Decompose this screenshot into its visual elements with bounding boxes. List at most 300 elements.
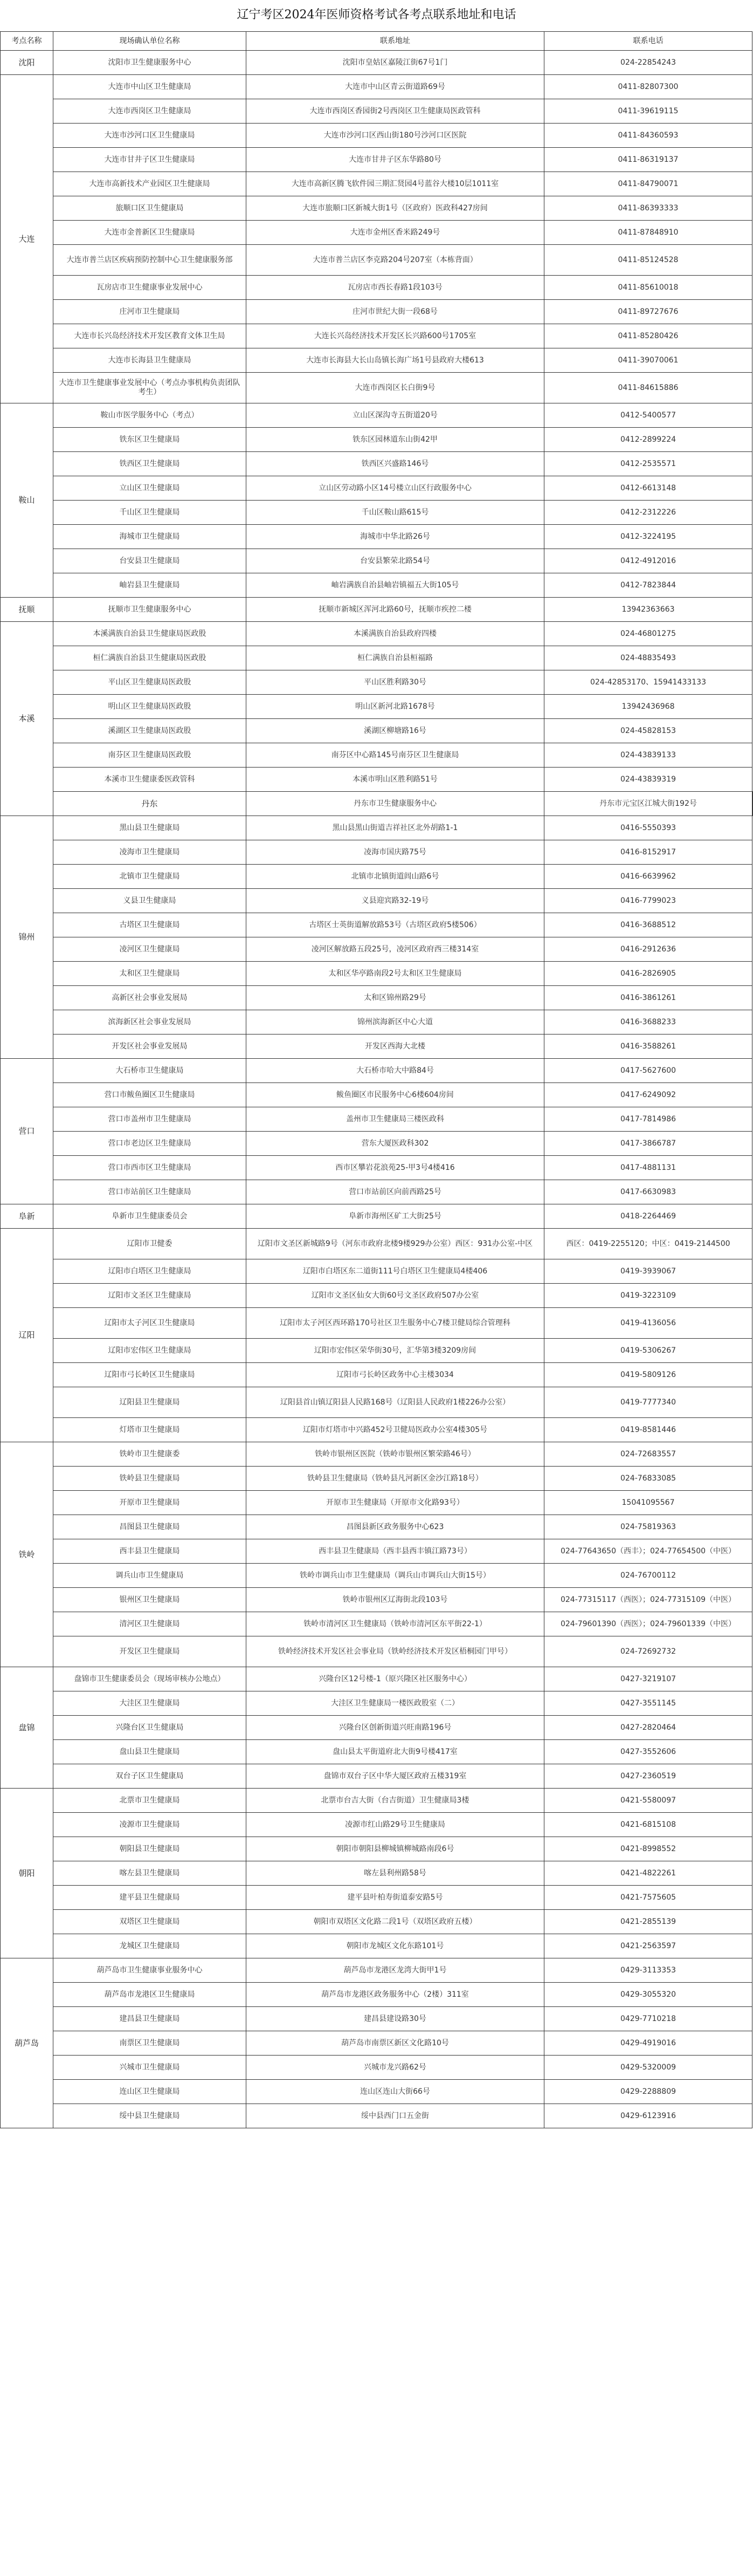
address-cell: 沈阳市皇姑区嘉陵江街67号1门 bbox=[246, 51, 544, 75]
unit-cell: 兴城市卫生健康局 bbox=[53, 2056, 246, 2080]
unit-cell: 沈阳市卫生健康服务中心 bbox=[53, 51, 246, 75]
unit-cell: 阜新市卫生健康委员会 bbox=[53, 1204, 246, 1229]
unit-cell: 义县卫生健康局 bbox=[53, 889, 246, 913]
address-cell: 铁岭市银州区医院（铁岭市银州区繁荣路46号） bbox=[246, 1442, 544, 1467]
table-row bbox=[1, 573, 753, 598]
unit-cell: 平山区卫生健康局医政股 bbox=[53, 670, 246, 695]
address-cell: 抚顺市新城区浑河北路60号，抚顺市疾控二楼 bbox=[246, 598, 544, 622]
address-cell: 绥中县西门口五金街 bbox=[246, 2104, 544, 2128]
table-row bbox=[1, 196, 753, 221]
table-row bbox=[1, 1284, 753, 1308]
unit-cell: 开发区社会事业发展局 bbox=[53, 1034, 246, 1059]
table-row bbox=[1, 2056, 753, 2080]
phone-cell: 024-72692732 bbox=[544, 1636, 752, 1667]
phone-cell: 13942436968 bbox=[544, 695, 752, 719]
address-cell: 大连市西岗区香园街2号西岗区卫生健康局医政管科 bbox=[246, 99, 544, 124]
phone-cell: 13942363663 bbox=[544, 598, 752, 622]
address-cell: 庄河市世纪大街一段68号 bbox=[246, 300, 544, 324]
phone-cell: 024-79601390（西医）；024-79601339（中医） bbox=[544, 1612, 752, 1636]
table-row bbox=[1, 937, 753, 962]
phone-cell: 0416-8152917 bbox=[544, 840, 752, 865]
address-cell: 兴城市龙兴路62号 bbox=[246, 2056, 544, 2080]
table-row bbox=[1, 99, 753, 124]
phone-cell: 0419-3223109 bbox=[544, 1284, 752, 1308]
phone-cell: 0412-4912016 bbox=[544, 549, 752, 573]
table-row bbox=[1, 1034, 753, 1059]
address-cell: 辽阳市文圣区新城路9号（河东市政府北楼9楼929办公室）西区：931办公室-中区 bbox=[246, 1229, 544, 1259]
unit-cell: 银州区卫生健康局 bbox=[53, 1588, 246, 1612]
unit-cell: 双台子区卫生健康局 bbox=[53, 1764, 246, 1789]
table-row bbox=[1, 403, 753, 428]
table-row bbox=[1, 719, 753, 743]
address-cell: 太和区华亭路南段2号太和区卫生健康局 bbox=[246, 962, 544, 986]
page-title: 辽宁考区2024年医师资格考试各考点联系地址和电话 bbox=[237, 8, 516, 22]
phone-cell: 0411-86393333 bbox=[544, 196, 752, 221]
phone-cell: 0411-87848910 bbox=[544, 221, 752, 245]
phone-cell: 0417-7814986 bbox=[544, 1107, 752, 1132]
unit-cell: 海城市卫生健康局 bbox=[53, 525, 246, 549]
table-row bbox=[1, 2007, 753, 2031]
address-cell: 北票市台吉大街（台吉街道）卫生健康局3楼 bbox=[246, 1789, 544, 1813]
address-cell: 连山区连山大街66号 bbox=[246, 2080, 544, 2104]
phone-cell: 0421-6815108 bbox=[544, 1813, 752, 1837]
address-cell: 大连长兴岛经济技术开发区长兴路600号1705室 bbox=[246, 324, 544, 348]
table-row bbox=[1, 1515, 753, 1539]
table-row bbox=[1, 1636, 753, 1667]
phone-cell: 0411-84615886 bbox=[544, 373, 752, 403]
table-row bbox=[1, 1107, 753, 1132]
unit-cell: 连山区卫生健康局 bbox=[53, 2080, 246, 2104]
phone-cell: 0417-6630983 bbox=[544, 1180, 752, 1204]
address-cell: 大连市普兰店区李克路204号207室（本栋背面） bbox=[246, 245, 544, 276]
table-row bbox=[1, 300, 753, 324]
address-cell: 岫岩满族自治县岫岩镇福五大街105号 bbox=[246, 573, 544, 598]
phone-cell: 0412-6613148 bbox=[544, 476, 752, 501]
table-row bbox=[1, 1010, 753, 1034]
unit-cell: 大石桥市卫生健康局 bbox=[53, 1059, 246, 1083]
unit-cell: 立山区卫生健康局 bbox=[53, 476, 246, 501]
phone-cell: 024-75819363 bbox=[544, 1515, 752, 1539]
address-cell: 辽阳县首山镇辽阳县人民路168号（辽阳县人民政府1楼226办公室） bbox=[246, 1387, 544, 1418]
phone-cell: 0419-5306267 bbox=[544, 1339, 752, 1363]
unit-cell: 清河区卫生健康局 bbox=[53, 1612, 246, 1636]
unit-cell: 辽阳市文圣区卫生健康局 bbox=[53, 1284, 246, 1308]
table-row bbox=[1, 743, 753, 768]
unit-cell: 大连市金普新区卫生健康局 bbox=[53, 221, 246, 245]
address-cell: 南芬区中心路145号南芬区卫生健康局 bbox=[246, 743, 544, 768]
unit-cell: 辽阳市太子河区卫生健康局 bbox=[53, 1308, 246, 1339]
phone-cell: 0412-2535571 bbox=[544, 452, 752, 476]
table-row bbox=[1, 1983, 753, 2007]
phone-cell: 024-48835493 bbox=[544, 646, 752, 670]
address-cell: 本溪市明山区胜利路51号 bbox=[246, 768, 544, 792]
unit-cell: 灯塔市卫生健康局 bbox=[53, 1418, 246, 1442]
table-row bbox=[1, 452, 753, 476]
unit-cell: 南芬区卫生健康局医政股 bbox=[53, 743, 246, 768]
phone-cell: 0412-2899224 bbox=[544, 428, 752, 452]
table-row bbox=[1, 1339, 753, 1363]
table-row bbox=[1, 1588, 753, 1612]
unit-cell: 建昌县卫生健康局 bbox=[53, 2007, 246, 2031]
unit-cell: 辽阳市弓长岭区卫生健康局 bbox=[53, 1363, 246, 1387]
table-row bbox=[1, 1083, 753, 1107]
unit-cell: 营口市盖州市卫生健康局 bbox=[53, 1107, 246, 1132]
phone-cell: 0411-89727676 bbox=[544, 300, 752, 324]
phone-cell: 0411-39619115 bbox=[544, 99, 752, 124]
phone-cell: 0419-4136056 bbox=[544, 1308, 752, 1339]
phone-cell: 0416-7799023 bbox=[544, 889, 752, 913]
table-row bbox=[1, 1813, 753, 1837]
phone-cell: 0421-2855139 bbox=[544, 1910, 752, 1934]
table-body bbox=[1, 51, 753, 2128]
unit-cell: 辽阳县卫生健康局 bbox=[53, 1387, 246, 1418]
region-cell: 葫芦岛 bbox=[1, 1958, 53, 2128]
phone-cell: 0411-85610018 bbox=[544, 276, 752, 300]
phone-cell: 0412-3224195 bbox=[544, 525, 752, 549]
address-cell: 辽阳市白塔区东二道街111号白塔区卫生健康局4楼406 bbox=[246, 1259, 544, 1284]
phone-cell: 0412-7823844 bbox=[544, 573, 752, 598]
header-address: 联系地址 bbox=[246, 32, 544, 51]
unit-cell: 营口市站前区卫生健康局 bbox=[53, 1180, 246, 1204]
address-cell: 平山区胜利路30号 bbox=[246, 670, 544, 695]
address-cell: 铁岭市调兵山市卫生健康局（调兵山市调兵山大街15号） bbox=[246, 1564, 544, 1588]
address-cell: 阜新市海州区矿工大街25号 bbox=[246, 1204, 544, 1229]
unit-cell: 黑山县卫生健康局 bbox=[53, 816, 246, 840]
phone-cell: 0427-2820464 bbox=[544, 1716, 752, 1740]
table-row bbox=[1, 276, 753, 300]
region-cell: 沈阳 bbox=[1, 51, 53, 75]
address-cell: 大洼区卫生健康局一楼医政股室（二） bbox=[246, 1691, 544, 1716]
table-row bbox=[1, 1467, 753, 1491]
phone-cell: 024-43839133 bbox=[544, 743, 752, 768]
unit-cell: 西丰县卫生健康局 bbox=[53, 1539, 246, 1564]
phone-cell: 024-22854243 bbox=[544, 51, 752, 75]
address-cell: 辽阳市太子河区西环路170号社区卫生服务中心7楼卫健局综合管理科 bbox=[246, 1308, 544, 1339]
table-row bbox=[1, 1716, 753, 1740]
address-cell: 大连市沙河口区西山街180号沙河口区医院 bbox=[246, 124, 544, 148]
table-row bbox=[1, 1418, 753, 1442]
phone-cell: 0411-85124528 bbox=[544, 245, 752, 276]
phone-cell: 0411-86319137 bbox=[544, 148, 752, 172]
table-row bbox=[1, 1491, 753, 1515]
unit-cell: 铁岭市卫生健康委 bbox=[53, 1442, 246, 1467]
address-cell: 开发区西海大北楼 bbox=[246, 1034, 544, 1059]
table-row bbox=[1, 1180, 753, 1204]
address-cell: 兴隆台区12号楼-1（原兴隆区社区服务中心） bbox=[246, 1667, 544, 1691]
unit-cell: 营口市鲅鱼圈区卫生健康局 bbox=[53, 1083, 246, 1107]
unit-cell: 朝阳县卫生健康局 bbox=[53, 1837, 246, 1861]
table-row bbox=[1, 1059, 753, 1083]
unit-cell: 太和区卫生健康局 bbox=[53, 962, 246, 986]
unit-cell: 铁西区卫生健康局 bbox=[53, 452, 246, 476]
unit-cell: 旅顺口区卫生健康局 bbox=[53, 196, 246, 221]
address-cell: 兴隆台区创新街道兴旺南路196号 bbox=[246, 1716, 544, 1740]
address-cell: 桓仁满族自治县桓福路 bbox=[246, 646, 544, 670]
unit-cell: 溪湖区卫生健康局医政股 bbox=[53, 719, 246, 743]
table-header bbox=[1, 32, 753, 51]
table-row bbox=[1, 1156, 753, 1180]
table-row bbox=[1, 865, 753, 889]
address-cell: 本溪满族自治县政府四楼 bbox=[246, 622, 544, 646]
table-row bbox=[1, 549, 753, 573]
unit-cell: 大连市长海县卫生健康局 bbox=[53, 348, 246, 373]
phone-cell: 0416-3688512 bbox=[544, 913, 752, 937]
phone-cell: 0417-4881131 bbox=[544, 1156, 752, 1180]
table-row bbox=[1, 124, 753, 148]
table-row bbox=[1, 695, 753, 719]
unit-cell: 鞍山市医学服务中心（考点） bbox=[53, 403, 246, 428]
unit-cell: 营口市老边区卫生健康局 bbox=[53, 1132, 246, 1156]
address-cell: 营东大厦医政科302 bbox=[246, 1132, 544, 1156]
table-row bbox=[1, 1764, 753, 1789]
header-phone: 联系电话 bbox=[544, 32, 752, 51]
table-row bbox=[1, 75, 753, 99]
phone-cell: 0427-2360519 bbox=[544, 1764, 752, 1789]
phone-cell: 024-72683557 bbox=[544, 1442, 752, 1467]
unit-cell: 大连市西岗区卫生健康局 bbox=[53, 99, 246, 124]
unit-cell: 建平县卫生健康局 bbox=[53, 1886, 246, 1910]
unit-cell: 北镇市卫生健康局 bbox=[53, 865, 246, 889]
phone-cell: 0427-3552606 bbox=[544, 1740, 752, 1764]
unit-cell: 葫芦岛市龙港区卫生健康局 bbox=[53, 1983, 246, 2007]
address-cell: 溪湖区柳塘路16号 bbox=[246, 719, 544, 743]
address-cell: 大连市长海县大长山岛镇长海广场1号县政府大楼613 bbox=[246, 348, 544, 373]
address-cell: 盘山县太平街道府北大街9号楼417室 bbox=[246, 1740, 544, 1764]
address-cell: 大连市西岗区长白街9号 bbox=[246, 373, 544, 403]
phone-cell: 0416-5550393 bbox=[544, 816, 752, 840]
phone-cell: 0411-82807300 bbox=[544, 75, 752, 99]
address-cell: 葫芦岛市龙港区政务服务中心（2楼）311室 bbox=[246, 1983, 544, 2007]
table-row bbox=[1, 792, 753, 816]
phone-cell: 024-46801275 bbox=[544, 622, 752, 646]
region-cell: 营口 bbox=[1, 1059, 53, 1204]
unit-cell: 丹东市卫生健康服务中心 bbox=[246, 792, 544, 816]
table-row bbox=[1, 1539, 753, 1564]
table-row bbox=[1, 2031, 753, 2056]
table-row bbox=[1, 816, 753, 840]
address-cell: 建平县叶柏寿街道泰安路5号 bbox=[246, 1886, 544, 1910]
address-cell: 瓦房店市西长春路1段103号 bbox=[246, 276, 544, 300]
region-cell: 抚顺 bbox=[1, 598, 53, 622]
address-cell: 盖州市卫生健康局三楼医政科 bbox=[246, 1107, 544, 1132]
address-cell: 黑山县黑山街道吉祥社区北外胡路1-1 bbox=[246, 816, 544, 840]
address-cell: 明山区新河北路1678号 bbox=[246, 695, 544, 719]
address-cell: 立山区深沟寺五街道20号 bbox=[246, 403, 544, 428]
unit-cell: 营口市西市区卫生健康局 bbox=[53, 1156, 246, 1180]
table-row bbox=[1, 348, 753, 373]
unit-cell: 瓦房店市卫生健康事业发展中心 bbox=[53, 276, 246, 300]
address-cell: 朝阳市朝阳县柳城镇柳城路南段6号 bbox=[246, 1837, 544, 1861]
unit-cell: 庄河市卫生健康局 bbox=[53, 300, 246, 324]
unit-cell: 凌河区卫生健康局 bbox=[53, 937, 246, 962]
region-cell: 盘锦 bbox=[1, 1667, 53, 1789]
unit-cell: 本溪市卫生健康委医政管科 bbox=[53, 768, 246, 792]
phone-cell: 024-76833085 bbox=[544, 1467, 752, 1491]
unit-cell: 岫岩县卫生健康局 bbox=[53, 573, 246, 598]
region-cell: 锦州 bbox=[1, 816, 53, 1059]
phone-cell: 0429-3113353 bbox=[544, 1958, 752, 1983]
unit-cell: 喀左县卫生健康局 bbox=[53, 1861, 246, 1886]
table-row bbox=[1, 428, 753, 452]
table-row bbox=[1, 1132, 753, 1156]
unit-cell: 盘锦市卫生健康委员会（现场审核办公地点） bbox=[53, 1667, 246, 1691]
phone-cell: 0419-7777340 bbox=[544, 1387, 752, 1418]
phone-cell: 0429-5320009 bbox=[544, 2056, 752, 2080]
address-cell: 开原市卫生健康局（开原市文化路93号） bbox=[246, 1491, 544, 1515]
phone-cell: 0411-84790071 bbox=[544, 172, 752, 196]
table-row bbox=[1, 1612, 753, 1636]
region-cell: 辽阳 bbox=[1, 1229, 53, 1442]
address-cell: 大连市旅顺口区新城大街1号（区政府）医政科427房间 bbox=[246, 196, 544, 221]
unit-cell: 大连市长兴岛经济技术开发区教育文体卫生局 bbox=[53, 324, 246, 348]
table-row bbox=[1, 1363, 753, 1387]
table-row bbox=[1, 2080, 753, 2104]
unit-cell: 大连市沙河口区卫生健康局 bbox=[53, 124, 246, 148]
table-row bbox=[1, 1691, 753, 1716]
phone-cell: 0421-2563597 bbox=[544, 1934, 752, 1958]
unit-cell: 开发区卫生健康局 bbox=[53, 1636, 246, 1667]
phone-cell: 0416-2912636 bbox=[544, 937, 752, 962]
table-row bbox=[1, 670, 753, 695]
phone-cell: 0429-4919016 bbox=[544, 2031, 752, 2056]
address-cell: 千山区鞍山路615号 bbox=[246, 501, 544, 525]
phone-cell: 0429-6123916 bbox=[544, 2104, 752, 2128]
table-row bbox=[1, 1442, 753, 1467]
phone-cell: 0421-5580097 bbox=[544, 1789, 752, 1813]
address-cell: 大石桥市哈大中路84号 bbox=[246, 1059, 544, 1083]
header-region: 考点名称 bbox=[1, 32, 53, 51]
table-row bbox=[1, 598, 753, 622]
phone-cell: 0412-2312226 bbox=[544, 501, 752, 525]
address-cell: 建昌县建设路30号 bbox=[246, 2007, 544, 2031]
unit-cell: 桓仁满族自治县卫生健康局医政股 bbox=[53, 646, 246, 670]
unit-cell: 辽阳市卫健委 bbox=[53, 1229, 246, 1259]
address-cell: 鲅鱼圈区市民服务中心6楼604房间 bbox=[246, 1083, 544, 1107]
unit-cell: 大连市甘井子区卫生健康局 bbox=[53, 148, 246, 172]
table-row bbox=[1, 51, 753, 75]
region-cell: 朝阳 bbox=[1, 1789, 53, 1958]
table-row bbox=[1, 1789, 753, 1813]
table-row bbox=[1, 324, 753, 348]
table-row bbox=[1, 525, 753, 549]
phone-cell: 0427-3219107 bbox=[544, 1667, 752, 1691]
address-cell: 西市区攀岩花浪苑25-甲3号4楼416 bbox=[246, 1156, 544, 1180]
phone-cell: 0411-85280426 bbox=[544, 324, 752, 348]
address-cell: 铁岭经济技术开发区社会事业局（铁岭经济技术开发区梧桐园门甲号） bbox=[246, 1636, 544, 1667]
table-row bbox=[1, 889, 753, 913]
header-row bbox=[1, 32, 753, 51]
address-cell: 大连市甘井子区东华路80号 bbox=[246, 148, 544, 172]
table-row bbox=[1, 148, 753, 172]
address-cell: 营口市站前区向前西路25号 bbox=[246, 1180, 544, 1204]
address-cell: 义县迎宾路32-19号 bbox=[246, 889, 544, 913]
phone-cell bbox=[752, 792, 753, 816]
address-cell: 葫芦岛市龙港区龙湾大街甲1号 bbox=[246, 1958, 544, 1983]
region-cell: 丹东 bbox=[53, 792, 246, 816]
unit-cell: 大连市高新技术产业园区卫生健康局 bbox=[53, 172, 246, 196]
unit-cell: 千山区卫生健康局 bbox=[53, 501, 246, 525]
address-cell: 凌源市红山路29号卫生健康局 bbox=[246, 1813, 544, 1837]
address-cell: 朝阳市双塔区文化路二段1号（双塔区政府五楼） bbox=[246, 1910, 544, 1934]
unit-cell: 台安县卫生健康局 bbox=[53, 549, 246, 573]
unit-cell: 辽阳市宏伟区卫生健康局 bbox=[53, 1339, 246, 1363]
contact-table bbox=[0, 31, 753, 2128]
address-cell: 铁岭县卫生健康局（铁岭县凡河新区金沙江路18号） bbox=[246, 1467, 544, 1491]
table-row bbox=[1, 622, 753, 646]
header-unit: 现场确认单位名称 bbox=[53, 32, 246, 51]
address-cell: 盘锦市双台子区中华大厦区政府五楼319室 bbox=[246, 1764, 544, 1789]
unit-cell: 大连市中山区卫生健康局 bbox=[53, 75, 246, 99]
phone-cell: 0416-2826905 bbox=[544, 962, 752, 986]
phone-cell: 024-45828153 bbox=[544, 719, 752, 743]
phone-cell: 0411-39070061 bbox=[544, 348, 752, 373]
table-row bbox=[1, 962, 753, 986]
phone-cell: 024-77315117（西医）；024-77315109（中医） bbox=[544, 1588, 752, 1612]
address-cell: 大连市金州区香米路249号 bbox=[246, 221, 544, 245]
table-row bbox=[1, 646, 753, 670]
phone-cell: 0417-6249092 bbox=[544, 1083, 752, 1107]
unit-cell: 凌源市卫生健康局 bbox=[53, 1813, 246, 1837]
unit-cell: 抚顺市卫生健康服务中心 bbox=[53, 598, 246, 622]
address-cell: 昌图县新区政务服务中心623 bbox=[246, 1515, 544, 1539]
address-cell: 铁岭市清河区卫生健康局（铁岭市清河区东平街22-1） bbox=[246, 1612, 544, 1636]
address-cell: 海城市中华北路26号 bbox=[246, 525, 544, 549]
address-cell: 北镇市北镇街道闾山路6号 bbox=[246, 865, 544, 889]
unit-cell: 本溪满族自治县卫生健康局医政股 bbox=[53, 622, 246, 646]
table-row bbox=[1, 1387, 753, 1418]
phone-cell: 0421-4822261 bbox=[544, 1861, 752, 1886]
table-row bbox=[1, 1886, 753, 1910]
address-cell: 古塔区士英街道解放路53号（古塔区政府5楼506） bbox=[246, 913, 544, 937]
phone-cell: 0421-8998552 bbox=[544, 1837, 752, 1861]
address-cell: 喀左县利州路58号 bbox=[246, 1861, 544, 1886]
unit-cell: 北票市卫生健康局 bbox=[53, 1789, 246, 1813]
phone-cell: 0429-3055320 bbox=[544, 1983, 752, 2007]
unit-cell: 滨海新区社会事业发展局 bbox=[53, 1010, 246, 1034]
address-cell: 丹东市元宝区江城大街192号 bbox=[544, 792, 752, 816]
address-cell: 大连市中山区青云街道路69号 bbox=[246, 75, 544, 99]
table-row bbox=[1, 245, 753, 276]
address-cell: 台安县繁荣北路54号 bbox=[246, 549, 544, 573]
unit-cell: 明山区卫生健康局医政股 bbox=[53, 695, 246, 719]
phone-cell: 0418-2264469 bbox=[544, 1204, 752, 1229]
phone-cell: 0419-3939067 bbox=[544, 1259, 752, 1284]
phone-cell: 024-42853170、15941433133 bbox=[544, 670, 752, 695]
table-row bbox=[1, 1667, 753, 1691]
table-row bbox=[1, 986, 753, 1010]
phone-cell: 0416-3588261 bbox=[544, 1034, 752, 1059]
unit-cell: 兴隆台区卫生健康局 bbox=[53, 1716, 246, 1740]
unit-cell: 南票区卫生健康局 bbox=[53, 2031, 246, 2056]
address-cell: 葫芦岛市南票区新区文化路10号 bbox=[246, 2031, 544, 2056]
table-row bbox=[1, 1837, 753, 1861]
address-cell: 辽阳市弓长岭区政务中心主楼3034 bbox=[246, 1363, 544, 1387]
table-row bbox=[1, 1958, 753, 1983]
table-row bbox=[1, 501, 753, 525]
table-row bbox=[1, 1740, 753, 1764]
table-row bbox=[1, 221, 753, 245]
address-cell: 辽阳市灯塔市中兴路452号卫健局医政办公室4楼305号 bbox=[246, 1418, 544, 1442]
table-row bbox=[1, 1229, 753, 1259]
table-row bbox=[1, 1564, 753, 1588]
unit-cell: 高新区社会事业发展局 bbox=[53, 986, 246, 1010]
table-row bbox=[1, 1861, 753, 1886]
address-cell: 西丰县卫生健康局（西丰县西丰镇江路73号） bbox=[246, 1539, 544, 1564]
phone-cell: 0419-8581446 bbox=[544, 1418, 752, 1442]
address-cell: 大连市高新区腾飞软件园三期汇贤园4号蓝谷大楼10层1011室 bbox=[246, 172, 544, 196]
phone-cell: 0416-3861261 bbox=[544, 986, 752, 1010]
unit-cell: 铁东区卫生健康局 bbox=[53, 428, 246, 452]
